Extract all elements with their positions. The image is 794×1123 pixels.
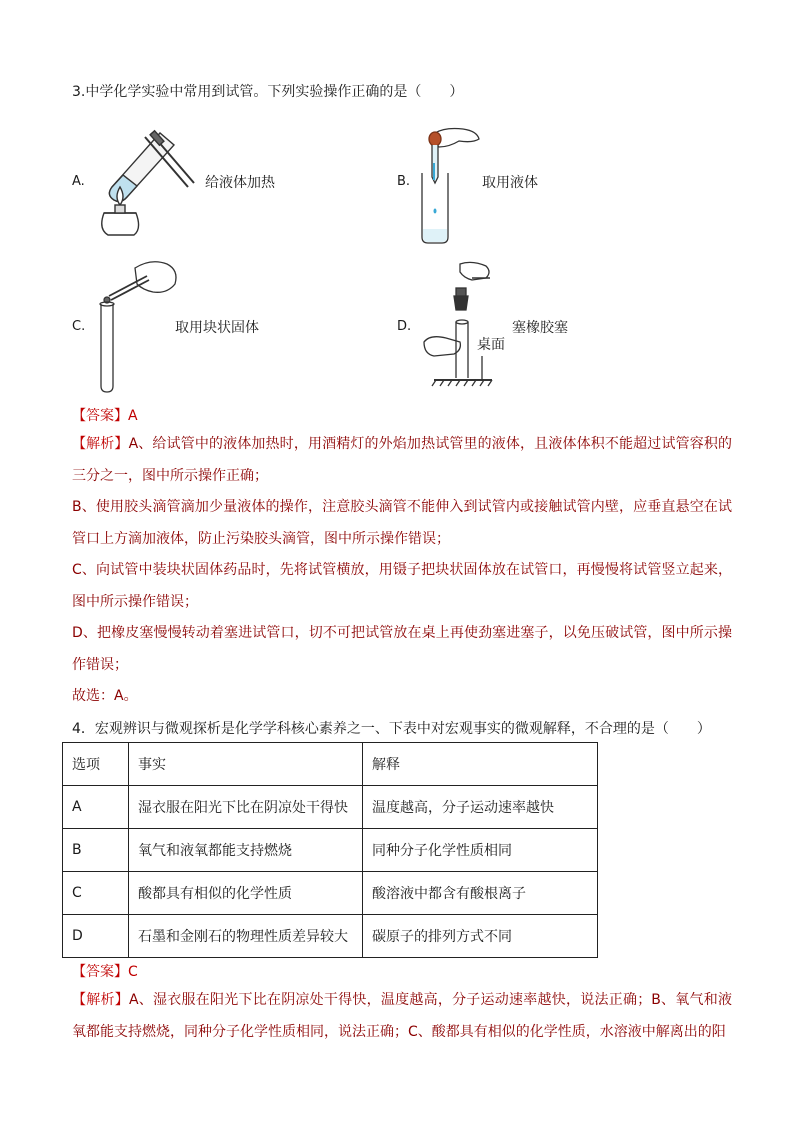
- table-cell: 石墨和金刚石的物理性质差异较大: [129, 915, 363, 958]
- table-header-cell: 解释: [363, 743, 598, 786]
- rubber-stopper-illustration: [420, 258, 495, 390]
- table-cell: 湿衣服在阳光下比在阴凉处干得快: [129, 786, 363, 829]
- q4-analysis-text: A、湿衣服在阳光下比在阴凉处干得快，温度越高，分子运动速率越快，说法正确；B、氧气和液氧都能支持燃烧，同种分子化学性质相同，说法正确；C、酸都具有相似的化学性质，水溶液中解离出的阳: [72, 992, 732, 1040]
- q4-stem: 4．宏观辨识与微观探析是化学学科核心素养之一、下表中对宏观事实的微观解释，不合理的是（ ）: [72, 721, 711, 737]
- table-cell: C: [63, 872, 129, 915]
- q4-table: [62, 742, 598, 958]
- q4-analysis-tag: 【解析】: [72, 992, 129, 1008]
- q3-analysis: [72, 429, 732, 713]
- q3-option-b-caption: 取用液体: [482, 175, 538, 191]
- q3-answer-tag: 【答案】: [72, 408, 128, 424]
- q3-answer: [72, 405, 138, 425]
- table-header-cell: 事实: [129, 743, 363, 786]
- q3-stem: 3.中学化学实验中常用到试管。下列实验操作正确的是（ ）: [72, 84, 464, 100]
- table-cell: 酸都具有相似的化学性质: [129, 872, 363, 915]
- q3-analysis-c: C、向试管中装块状固体药品时，先将试管横放，用镊子把块状固体放在试管口，再慢慢将试管竖立起来，图中所示操作错误；: [72, 562, 732, 610]
- q3-option-d-caption: 塞橡胶塞: [512, 320, 568, 336]
- q4-answer-tag: 【答案】: [72, 964, 128, 980]
- q3-option-a-caption: 给液体加热: [205, 175, 275, 191]
- q3-option-d-letter: D.: [397, 319, 412, 334]
- heating-liquid-illustration: [90, 125, 200, 240]
- table-cell: B: [63, 829, 129, 872]
- table-row: [63, 786, 598, 829]
- q3-analysis-a: 【解析】A、给试管中的液体加热时，用酒精灯的外焰加热试管里的液体，且液体体积不能超过试管容积的三分之一，图中所示操作正确；: [72, 436, 733, 484]
- q3-option-d-table-label: 桌面: [477, 337, 505, 353]
- q3-answer-value: A: [128, 408, 138, 424]
- table-row: [63, 915, 598, 958]
- q4-answer: [72, 961, 138, 981]
- table-header-cell: 选项: [63, 743, 129, 786]
- q3-analysis-d: D、把橡皮塞慢慢转动着塞进试管口，切不可把试管放在桌上再使劲塞进塞子，以免压破试管，图中所示操作错误；: [72, 625, 732, 673]
- table-row: [63, 829, 598, 872]
- table-cell: 同种分子化学性质相同: [363, 829, 598, 872]
- dropper-illustration: [415, 125, 485, 247]
- table-cell: 温度越高，分子运动速率越快: [363, 786, 598, 829]
- q3-analysis-tag: 【解析】: [72, 436, 129, 452]
- q4-analysis: [72, 985, 732, 1048]
- table-row: [63, 872, 598, 915]
- q3-option-a-letter: A.: [72, 174, 85, 189]
- q4-answer-value: C: [128, 964, 138, 980]
- table-cell: 碳原子的排列方式不同: [363, 915, 598, 958]
- q3-option-c-letter: C.: [72, 319, 86, 334]
- table-cell: D: [63, 915, 129, 958]
- table-cell: 氧气和液氧都能支持燃烧: [129, 829, 363, 872]
- tweezers-solid-illustration: [95, 254, 185, 396]
- q3-analysis-b: B、使用胶头滴管滴加少量液体的操作，注意胶头滴管不能伸入到试管内或接触试管内壁，应垂直悬空在试管口上方滴加液体，防止污染胶头滴管，图中所示操作错误；: [72, 499, 732, 547]
- q3-analysis-conclusion: 故选：A。: [72, 688, 138, 704]
- table-header-row: [63, 743, 598, 786]
- table-cell: A: [63, 786, 129, 829]
- table-cell: 酸溶液中都含有酸根离子: [363, 872, 598, 915]
- q3-option-c-caption: 取用块状固体: [175, 320, 259, 336]
- q3-option-b-letter: B.: [397, 174, 411, 189]
